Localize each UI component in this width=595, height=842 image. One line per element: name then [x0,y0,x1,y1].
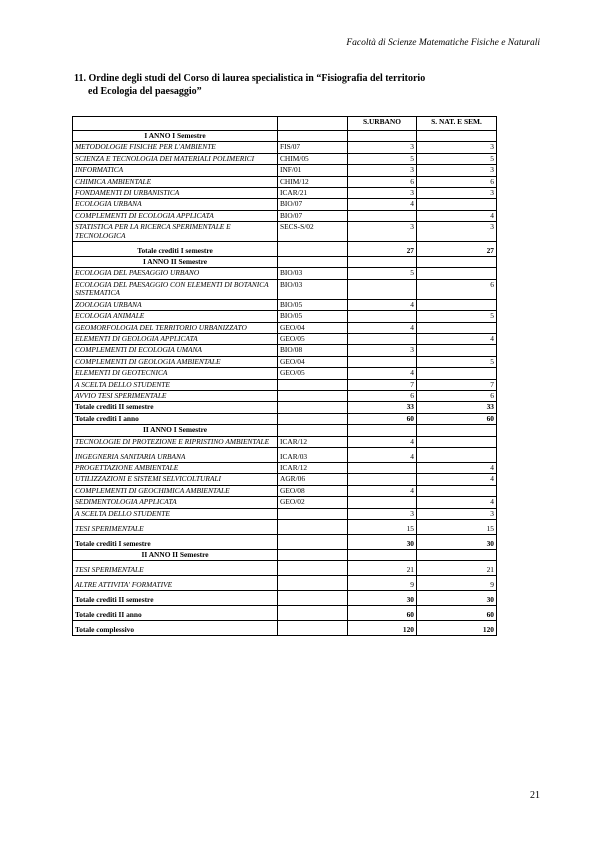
grand-total-row [73,621,497,636]
credits-naturale: 3 [417,222,497,242]
credits-urbano [348,311,417,322]
semester-total-row [73,591,497,606]
total-label: Totale crediti II semestre [73,402,278,413]
course-code [278,508,348,519]
credits-urbano: 9 [348,576,417,591]
total-urbano: 30 [348,535,417,550]
credits-naturale: 3 [417,188,497,199]
credits-naturale: 4 [417,210,497,221]
credits-urbano: 5 [348,268,417,279]
course-code: AGR/06 [278,474,348,485]
credits-urbano [348,474,417,485]
credits-naturale [417,447,497,462]
table-row [73,474,497,485]
credits-urbano [348,462,417,473]
table-row [73,576,497,591]
table-row [73,447,497,462]
credits-naturale: 6 [417,390,497,401]
credits-naturale [417,199,497,210]
credits-naturale: 6 [417,176,497,187]
credits-urbano: 5 [348,153,417,164]
credits-urbano: 4 [348,322,417,333]
total-naturale: 60 [417,606,497,621]
course-name: FONDAMENTI DI URBANISTICA [73,188,278,199]
course-name: ELEMENTI DI GEOLOGIA APPLICATA [73,333,278,344]
section-title-line2: ed Ecologia del paesaggio” [88,86,202,97]
table-row [73,153,497,164]
semester-title: II ANNO II Semestre [73,550,278,561]
table-row [73,561,497,576]
credits-naturale: 4 [417,333,497,344]
credits-urbano: 4 [348,368,417,379]
course-name: A SCELTA DELLO STUDENTE [73,508,278,519]
course-code: ICAR/12 [278,462,348,473]
year-total-row [73,413,497,424]
credits-urbano: 3 [348,188,417,199]
total-naturale: 120 [417,621,497,636]
credits-naturale: 5 [417,356,497,367]
total-label: Totale crediti I semestre [73,242,278,257]
total-naturale: 60 [417,413,497,424]
total-label: Totale crediti I semestre [73,535,278,550]
course-name: COMPLEMENTI DI ECOLOGIA UMANA [73,345,278,356]
credits-urbano: 3 [348,142,417,153]
header-cell-urbano: S.URBANO [348,117,417,131]
total-urbano: 60 [348,606,417,621]
course-code: BIO/05 [278,299,348,310]
course-name: TESI SPERIMENTALE [73,561,278,576]
credits-naturale [417,485,497,496]
credits-urbano: 3 [348,345,417,356]
credits-naturale: 15 [417,520,497,535]
study-plan-table [72,116,497,636]
course-name: TESI SPERIMENTALE [73,520,278,535]
course-code: ICAR/12 [278,436,348,447]
total-naturale: 30 [417,591,497,606]
course-code: BIO/07 [278,210,348,221]
table-row [73,333,497,344]
credits-urbano: 3 [348,165,417,176]
credits-urbano [348,356,417,367]
semester-heading [73,131,497,142]
table-row [73,345,497,356]
course-code: GEO/08 [278,485,348,496]
course-name: COMPLEMENTI DI GEOLOGIA AMBIENTALE [73,356,278,367]
table-row [73,188,497,199]
course-code: BIO/03 [278,279,348,299]
total-urbano: 27 [348,242,417,257]
credits-naturale [417,345,497,356]
credits-naturale: 4 [417,497,497,508]
course-code: BIO/03 [278,268,348,279]
course-code: BIO/08 [278,345,348,356]
table-row [73,279,497,299]
table-row [73,322,497,333]
semester-heading [73,425,497,436]
table-row [73,210,497,221]
credits-urbano: 4 [348,447,417,462]
credits-urbano: 3 [348,222,417,242]
credits-urbano: 15 [348,520,417,535]
table-row [73,379,497,390]
course-name: A SCELTA DELLO STUDENTE [73,379,278,390]
course-name: STATISTICA PER LA RICERCA SPERIMENTALE E TECNOLOGICA [73,222,278,242]
running-header: Facoltà di Scienze Matematiche Fisiche e Naturali [346,38,540,48]
credits-naturale: 3 [417,142,497,153]
semester-total-row [73,535,497,550]
total-naturale: 30 [417,535,497,550]
credits-naturale: 3 [417,508,497,519]
course-code [278,379,348,390]
course-code: BIO/05 [278,311,348,322]
course-code [278,520,348,535]
credits-naturale: 4 [417,462,497,473]
course-name: GEOMORFOLOGIA DEL TERRITORIO URBANIZZATO [73,322,278,333]
credits-naturale: 3 [417,165,497,176]
semester-title: I ANNO II Semestre [73,257,278,268]
course-code: GEO/04 [278,356,348,367]
semester-title: I ANNO I Semestre [73,131,278,142]
credits-urbano: 7 [348,379,417,390]
table-row [73,462,497,473]
course-name: ALTRE ATTIVITA' FORMATIVE [73,576,278,591]
total-urbano: 33 [348,402,417,413]
semester-heading [73,550,497,561]
course-code: CHIM/05 [278,153,348,164]
course-code [278,576,348,591]
credits-naturale [417,299,497,310]
course-name: UTILIZZAZIONI E SISTEMI SELVICOLTURALI [73,474,278,485]
credits-urbano: 4 [348,485,417,496]
credits-urbano: 4 [348,199,417,210]
section-number: 11. [74,73,86,84]
table-header-row [73,117,497,131]
course-name: COMPLEMENTI DI GEOCHIMICA AMBIENTALE [73,485,278,496]
table-row [73,436,497,447]
semester-heading [73,257,497,268]
credits-urbano [348,497,417,508]
credits-naturale: 5 [417,311,497,322]
semester-total-row [73,402,497,413]
course-code: GEO/02 [278,497,348,508]
course-code: INF/01 [278,165,348,176]
credits-urbano: 4 [348,299,417,310]
header-cell-naturale: S. NAT. E SEM. [417,117,497,131]
total-naturale: 33 [417,402,497,413]
year-total-row [73,606,497,621]
table-row [73,368,497,379]
table-row [73,390,497,401]
credits-urbano [348,333,417,344]
course-name: METODOLOGIE FISICHE PER L'AMBIENTE [73,142,278,153]
total-label: Totale crediti II semestre [73,591,278,606]
credits-naturale: 6 [417,279,497,299]
course-code [278,561,348,576]
table-row [73,299,497,310]
header-cell [278,117,348,131]
course-name: ELEMENTI DI GEOTECNICA [73,368,278,379]
credits-urbano: 21 [348,561,417,576]
credits-urbano: 6 [348,390,417,401]
section-title [74,72,514,98]
course-name: CHIMICA AMBIENTALE [73,176,278,187]
table-row [73,508,497,519]
course-code: BIO/07 [278,199,348,210]
course-name: INFORMATICA [73,165,278,176]
table-row [73,176,497,187]
course-code: CHIM/12 [278,176,348,187]
table-row [73,268,497,279]
course-name: SEDIMENTOLOGIA APPLICATA [73,497,278,508]
table-row [73,311,497,322]
credits-urbano: 6 [348,176,417,187]
total-urbano: 120 [348,621,417,636]
credits-naturale [417,368,497,379]
credits-naturale: 4 [417,474,497,485]
course-name: INGEGNERIA SANITARIA URBANA [73,447,278,462]
credits-naturale: 21 [417,561,497,576]
total-label: Totale crediti II anno [73,606,278,621]
credits-naturale: 9 [417,576,497,591]
course-name: ECOLOGIA URBANA [73,199,278,210]
course-name: PROGETTAZIONE AMBIENTALE [73,462,278,473]
course-code: GEO/05 [278,368,348,379]
course-code: ICAR/21 [278,188,348,199]
course-code: GEO/05 [278,333,348,344]
course-name: ECOLOGIA DEL PAESAGGIO URBANO [73,268,278,279]
total-urbano: 30 [348,591,417,606]
credits-urbano: 3 [348,508,417,519]
course-code: ICAR/03 [278,447,348,462]
course-name: AVVIO TESI SPERIMENTALE [73,390,278,401]
semester-total-row [73,242,497,257]
credits-urbano: 4 [348,436,417,447]
table-row [73,142,497,153]
table-row [73,199,497,210]
total-urbano: 60 [348,413,417,424]
total-naturale: 27 [417,242,497,257]
course-name: SCIENZA E TECNOLOGIA DEI MATERIALI POLIMERICI [73,153,278,164]
credits-naturale [417,322,497,333]
course-code: FIS/07 [278,142,348,153]
credits-naturale [417,268,497,279]
table-row [73,165,497,176]
credits-naturale: 7 [417,379,497,390]
table-row [73,222,497,242]
course-name: ECOLOGIA DEL PAESAGGIO CON ELEMENTI DI BOTANICA SISTEMATICA [73,279,278,299]
section-title-line1: Ordine degli studi del Corso di laurea specialistica in “Fisiografia del territorio [88,73,426,84]
course-code: GEO/04 [278,322,348,333]
table-row [73,520,497,535]
course-code [278,390,348,401]
course-name: ECOLOGIA ANIMALE [73,311,278,322]
total-label: Totale complessivo [73,621,278,636]
semester-title: II ANNO I Semestre [73,425,278,436]
credits-naturale [417,436,497,447]
table-row [73,356,497,367]
credits-naturale: 5 [417,153,497,164]
total-label: Totale crediti I anno [73,413,278,424]
course-name: COMPLEMENTI DI ECOLOGIA APPLICATA [73,210,278,221]
table-row [73,497,497,508]
credits-urbano [348,210,417,221]
page-number: 21 [530,790,540,801]
credits-urbano [348,279,417,299]
course-name: TECNOLOGIE DI PROTEZIONE E RIPRISTINO AMBIENTALE [73,436,278,447]
header-cell [73,117,278,131]
table-row [73,485,497,496]
course-code: SECS-S/02 [278,222,348,242]
course-name: ZOOLOGIA URBANA [73,299,278,310]
